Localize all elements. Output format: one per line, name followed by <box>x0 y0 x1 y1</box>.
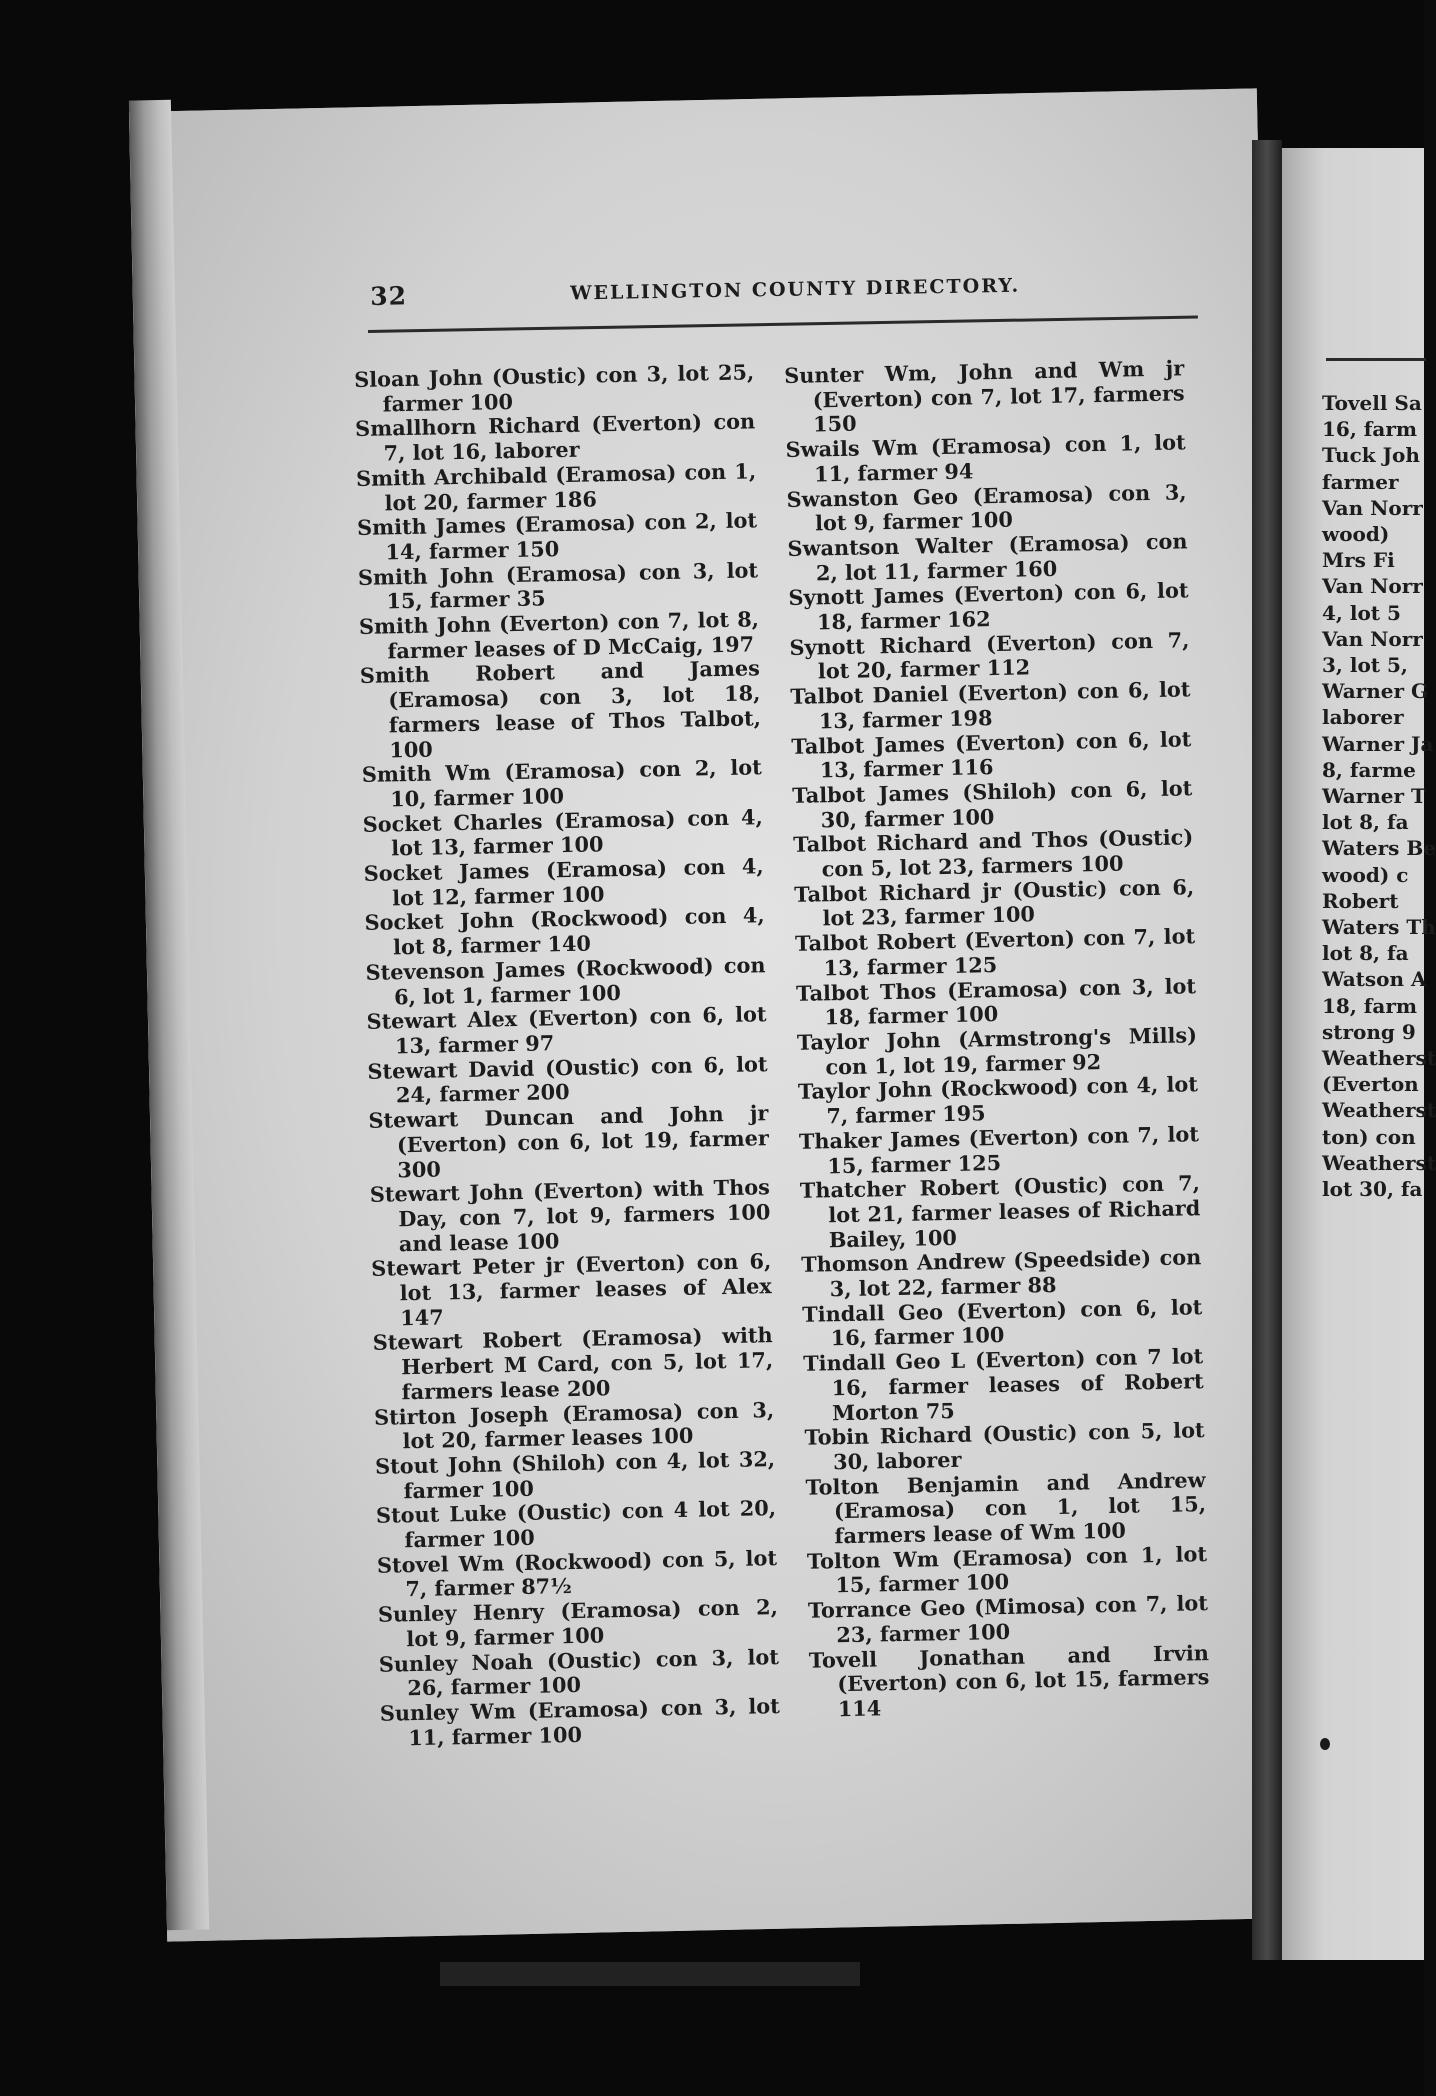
directory-entry: Smith John (Eramosa) con 3, lot 15, farmer 35 <box>357 556 759 614</box>
directory-entry: Sloan John (Oustic) con 3, lot 25, farmer 100 <box>353 359 755 417</box>
directory-entry: Stout John (Shiloh) con 4, lot 32, farmer 100 <box>374 1446 776 1503</box>
facing-page-line: Tuck Joh <box>1322 443 1420 468</box>
facing-page-column <box>1322 390 1436 1202</box>
directory-entry: Stewart Robert (Eramosa) with Herbert M Card, con 5, lot 17, farmers lease 200 <box>372 1322 774 1405</box>
directory-entry: Stirton Joseph (Eramosa) con 3, lot 20, farmer leases 100 <box>373 1396 775 1454</box>
facing-page-line: wood) <box>1322 522 1390 547</box>
directory-entry: Tolton Wm (Eramosa) con 1, lot 15, farmer 100 <box>806 1540 1208 1598</box>
facing-page-line: Warner Ja <box>1322 731 1434 756</box>
facing-page-line: Weatherst <box>1322 1046 1436 1071</box>
facing-page-line: (Everton <box>1322 1072 1419 1097</box>
facing-page-line: Weatherst <box>1322 1150 1436 1175</box>
facing-page-line: Van Norr <box>1322 626 1423 651</box>
directory-entry: Tolton Benjamin and Andrew (Eramosa) con 1, lot 15, farmers lease of Wm 100 <box>805 1466 1207 1549</box>
directory-entry: Torrance Geo (Mimosa) con 7, lot 23, farmer 100 <box>807 1590 1209 1648</box>
directory-entry: Talbot James (Everton) con 6, lot 13, farmer 116 <box>791 725 1192 783</box>
directory-column-left <box>354 360 780 1751</box>
facing-page-line: farmer <box>1322 469 1399 494</box>
directory-entry: Tindall Geo (Everton) con 6, lot 16, farmer 100 <box>802 1293 1203 1351</box>
directory-entry: Stout Luke (Oustic) con 4 lot 20, farmer 100 <box>375 1495 777 1553</box>
facing-page-line: ton) con <box>1322 1124 1416 1149</box>
directory-entry: Synott Richard (Everton) con 7, lot 20, farmer 112 <box>789 627 1190 684</box>
facing-page-line: Mrs Fi <box>1322 548 1395 573</box>
book-gutter <box>1252 140 1282 1960</box>
facing-page-line: Warner T <box>1322 784 1426 809</box>
facing-page-line: Tovell Sa <box>1322 391 1422 415</box>
directory-entry: Sunley Wm (Eramosa) con 3, lot 11, farmer 100 <box>379 1693 780 1750</box>
directory-entry: Socket John (Rockwood) con 4, lot 8, farmer 140 <box>364 902 765 960</box>
directory-entry: Stewart David (Oustic) con 6, lot 24, farmer 200 <box>367 1050 768 1108</box>
directory-entry: Sunley Noah (Oustic) con 3, lot 26, farmer 100 <box>378 1643 780 1701</box>
directory-entry: Tindall Geo L (Everton) con 7 lot 16, farmer leases of Robert Morton 75 <box>802 1343 1204 1425</box>
facing-page-line: 18, farm <box>1322 993 1418 1018</box>
directory-entry: Talbot Daniel (Everton) con 6, lot 13, farmer 198 <box>790 676 1191 734</box>
directory-entry: Thatcher Robert (Oustic) con 7, lot 21, farmer leases of Richard Bailey, 100 <box>799 1170 1201 1252</box>
directory-column-right <box>784 356 1210 1722</box>
directory-entry: Talbot Thos (Eramosa) con 3, lot 18, farmer 100 <box>795 972 1197 1030</box>
facing-page-line: Waters Th <box>1322 915 1436 940</box>
directory-entry: Smith Wm (Eramosa) con 2, lot 10, farmer 100 <box>361 754 762 812</box>
facing-page-line: strong 9 <box>1322 1019 1416 1044</box>
facing-page-line: Warner G <box>1322 679 1429 704</box>
directory-entry: Stewart Duncan and John jr (Everton) con 6, lot 19, farmer 300 <box>368 1100 770 1182</box>
facing-page-line: Van Norr <box>1322 495 1423 520</box>
directory-entry: Sunter Wm, John and Wm jr (Everton) con 7, lot 17, farmers 150 <box>783 355 1185 437</box>
facing-page-line: Waters Be <box>1322 836 1436 861</box>
directory-entry: Tobin Richard (Oustic) con 5, lot 30, laborer <box>804 1417 1205 1475</box>
facing-page-line: Robert <box>1322 888 1399 913</box>
directory-entry: Taylor John (Rockwood) con 4, lot 7, farmer 195 <box>797 1071 1199 1129</box>
facing-page-line: 16, farm <box>1322 417 1418 442</box>
facing-page-line: 8, farme <box>1322 757 1416 782</box>
page-number: 32 <box>370 281 408 311</box>
directory-entry: Stewart Alex (Everton) con 6, lot 13, farmer 97 <box>366 1001 767 1059</box>
directory-entry: Socket James (Eramosa) con 4, lot 12, farmer 100 <box>363 853 764 911</box>
directory-entry: Synott James (Everton) con 6, lot 18, farmer 162 <box>788 577 1189 635</box>
directory-entry: Stevenson James (Rockwood) con 6, lot 1, farmer 100 <box>365 952 766 1009</box>
directory-entry: Talbot Robert (Everton) con 7, lot 13, farmer 125 <box>794 923 1196 981</box>
directory-entry: Stewart John (Everton) with Thos Day, con 7, lot 9, farmers 100 and lease 100 <box>369 1174 771 1256</box>
directory-entry: Talbot James (Shiloh) con 6, lot 30, farmer 100 <box>792 775 1193 833</box>
running-head: WELLINGTON COUNTY DIRECTORY. <box>570 274 1021 305</box>
facing-page-line: laborer <box>1322 705 1404 730</box>
directory-entry: Socket Charles (Eramosa) con 4, lot 13, farmer 100 <box>362 803 763 861</box>
directory-entry: Smith Robert and James (Eramosa) con 3, lot 18, farmers lease of Thos Talbot, 100 <box>359 655 762 762</box>
facing-page-line: 4, lot 5 <box>1322 600 1401 625</box>
directory-entry: Swails Wm (Eramosa) con 1, lot 11, farmer 94 <box>785 429 1186 487</box>
directory-entry: Stovel Wm (Rockwood) con 5, lot 7, farmer 87½ <box>376 1544 778 1602</box>
facing-page-line: Weatherst <box>1322 1098 1436 1123</box>
directory-entry: Smith James (Eramosa) con 2, lot 14, farmer 150 <box>356 507 758 565</box>
directory-entry: Stewart Peter jr (Everton) con 6, lot 13, farmer leases of Alex 147 <box>371 1248 772 1331</box>
facing-page-line: Van Norr <box>1322 574 1423 599</box>
directory-entry: Swanston Geo (Eramosa) con 3, lot 9, farmer 100 <box>786 478 1187 536</box>
directory-entry: Talbot Richard jr (Oustic) con 6, lot 23, farmer 100 <box>793 873 1195 931</box>
directory-entry: Smallhorn Richard (Everton) con 7, lot 16, laborer <box>354 408 756 466</box>
facing-page-line: lot 30, fa <box>1322 1177 1423 1202</box>
directory-entry: Talbot Richard and Thos (Oustic) con 5, lot 23, farmers 100 <box>792 824 1194 882</box>
directory-entry: Smith John (Everton) con 7, lot 8, farmer leases of D McCaig, 197 <box>358 606 760 664</box>
directory-entry: Swantson Walter (Eramosa) con 2, lot 11, farmer 160 <box>787 528 1188 586</box>
directory-entry: Sunley Henry (Eramosa) con 2, lot 9, farmer 100 <box>377 1594 779 1652</box>
directory-entry: Thaker James (Everton) con 7, lot 15, farmer 125 <box>798 1120 1200 1178</box>
ink-spot <box>1320 1738 1330 1750</box>
facing-page-line: wood) c <box>1322 862 1409 887</box>
facing-page-line: lot 8, fa <box>1322 941 1409 966</box>
directory-entry: Taylor John (Armstrong's Mills) con 1, lot 19, farmer 92 <box>796 1022 1198 1080</box>
facing-page-line: Watson A <box>1322 967 1427 992</box>
page-bottom-shadow <box>440 1962 860 1986</box>
directory-entry: Smith Archibald (Eramosa) con 1, lot 20, farmer 186 <box>355 458 757 515</box>
facing-page-line: 3, lot 5, <box>1322 653 1408 678</box>
directory-entry: Thomson Andrew (Speedside) con 3, lot 22, farmer 88 <box>801 1244 1202 1302</box>
facing-page-header-rule <box>1326 358 1426 361</box>
facing-page-line: lot 8, fa <box>1322 810 1409 835</box>
directory-entry: Tovell Jonathan and Irvin (Everton) con 6, lot 15, farmers 114 <box>808 1639 1210 1722</box>
